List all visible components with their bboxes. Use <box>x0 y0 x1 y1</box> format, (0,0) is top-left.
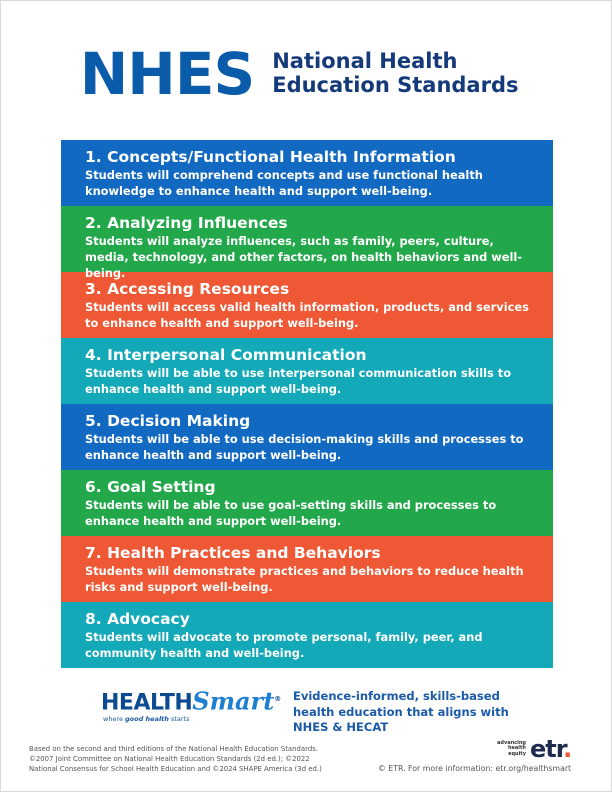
footnote-line-2: ©2007 Joint Committee on National Health Education Standards (2d ed.); ©2022 <box>29 754 310 763</box>
standard-title: 3. Accessing Resources <box>85 280 290 298</box>
fullname-line-2: Education Standards <box>272 73 519 97</box>
standard-1 <box>61 140 553 206</box>
standard-title: 7. Health Practices and Behaviors <box>85 544 381 562</box>
standard-6 <box>61 470 553 536</box>
footnote-line-1: Based on the second and third editions of the National Health Education Standards. <box>29 745 318 753</box>
standard-7 <box>61 536 553 602</box>
tagline-post: starts <box>168 715 190 724</box>
etr-logo <box>497 737 571 761</box>
evidence-statement: Evidence-informed, skills-based health education that aligns with NHES & HECAT <box>293 689 509 734</box>
standards-list <box>61 140 553 668</box>
standard-title: 1. Concepts/Functional Health Information <box>85 148 456 166</box>
standard-description: Students will be able to use interpersonal communication skills to enhance health and support well-being. <box>85 366 512 396</box>
etr-dot: . <box>563 735 572 763</box>
logo-smart-text: Smart <box>192 686 275 716</box>
source-footnote <box>29 745 359 774</box>
etr-tag-2: health <box>507 745 526 752</box>
standards-fullname <box>272 50 534 97</box>
standard-title: 6. Goal Setting <box>85 478 216 496</box>
standard-title: 5. Decision Making <box>85 412 251 430</box>
healthsmart-logo <box>101 687 291 727</box>
fullname-line-1: National Health <box>272 49 458 74</box>
standard-8 <box>61 602 553 668</box>
logo-tagline <box>103 715 291 723</box>
standard-4 <box>61 338 553 404</box>
standard-description: Students will analyze influences, such as family, peers, culture, media, technology, and other factors, on health behaviors and well-being. <box>85 234 523 280</box>
etr-tag-1: advancing <box>497 739 526 746</box>
standard-2 <box>61 206 553 280</box>
tagline-emphasis: good health <box>125 715 169 724</box>
etr-tagline <box>497 741 526 758</box>
standard-description: Students will advocate to promote personal, family, peer, and community health and well-being. <box>85 630 483 660</box>
logo-health-text: HEALTH <box>101 690 193 716</box>
poster-header <box>1 40 612 108</box>
standard-description: Students will be able to use goal-setting skills and processes to enhance health and support well-being. <box>85 498 497 528</box>
standard-description: Students will demonstrate practices and behaviors to reduce health risks and support well-being. <box>85 564 524 594</box>
standard-title: 8. Advocacy <box>85 610 190 628</box>
standard-description: Students will access valid health information, products, and services to enhance health and support well-being. <box>85 300 529 330</box>
registered-mark: ® <box>274 695 281 703</box>
tagline-pre: where <box>103 715 126 724</box>
standard-description: Students will comprehend concepts and use functional health knowledge to enhance health and support well-being. <box>85 168 483 198</box>
standard-title: 2. Analyzing Influences <box>85 214 288 232</box>
nhes-acronym: NHES <box>79 40 255 108</box>
etr-wordmark <box>530 737 571 761</box>
copyright-link-text: © ETR. For more information: etr.org/healthsmart <box>378 764 572 773</box>
standard-3 <box>61 272 553 338</box>
standard-5 <box>61 404 553 470</box>
standard-description: Students will be able to use decision-making skills and processes to enhance health and support well-being. <box>85 432 524 462</box>
etr-tag-3: equity <box>508 750 526 757</box>
healthsmart-wordmark <box>101 687 291 715</box>
standard-title: 4. Interpersonal Communication <box>85 346 367 364</box>
footnote-line-3: National Consensus for School Health Education and ©2024 SHAPE America (3d ed.) <box>29 764 322 773</box>
etr-word-text: etr <box>529 735 564 763</box>
